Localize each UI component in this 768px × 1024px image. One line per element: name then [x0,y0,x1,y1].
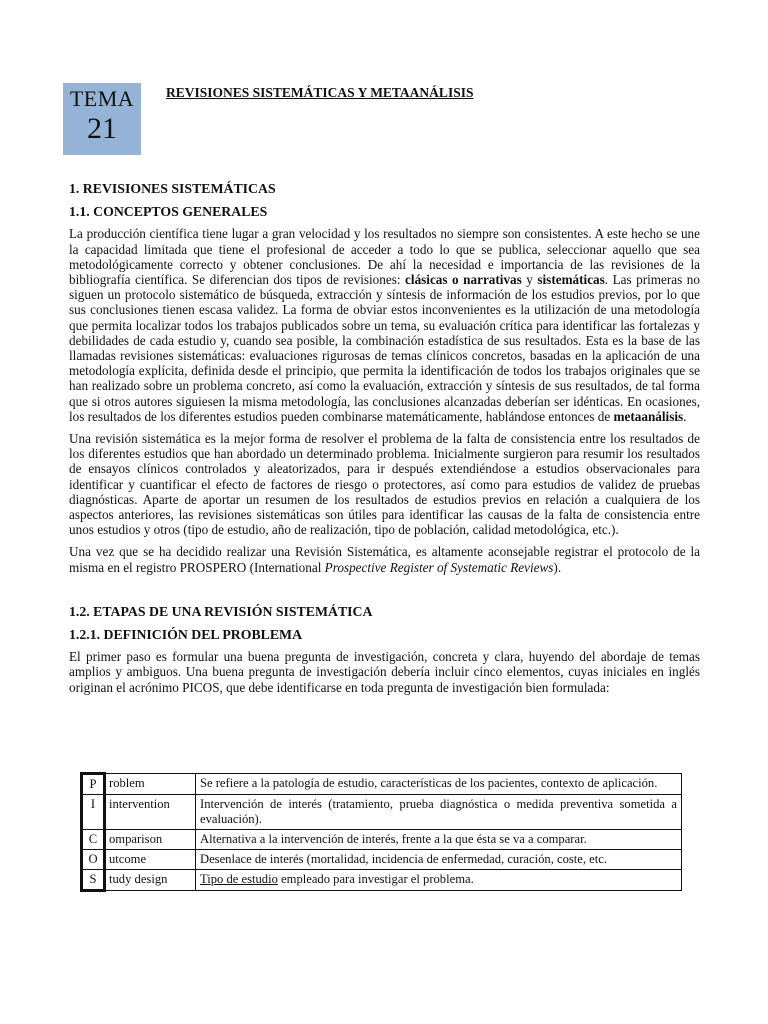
topic-label: TEMA [69,86,135,111]
description-cell: Alternativa a la intervención de interés, frente a la que ésta se va a comparar. [196,830,682,850]
table-row [82,870,682,891]
description-cell: Intervención de interés (tratamiento, prueba diagnóstica o medida preventiva sometida a evaluación). [196,795,682,830]
acronym-letter: O [82,850,105,870]
section-heading: 1.2. ETAPAS DE UNA REVISIÓN SISTEMÁTICA [69,603,373,619]
table-row [82,830,682,850]
term-cell: tudy design [105,870,196,891]
document-body [69,181,700,702]
text-run: ). [553,559,562,575]
paragraph: Una revisión sistemática es la mejor forma de resolver el problema de la falta de consistencia entre los resultados de los diferentes estudios que han abordado un determinado problema. Inicialmente surgieron para resumir los resultados de ensayos clínicos controlados y aleatorizados, para ir después extendiéndose a estudios observacionales para identificar y cuantificar el efecto de factores de riesgo o protectores, así como para estudios de validez de pruebas diagnósticas. Aparte de aportar un resumen de los resultados de estudios previos en relación a cualquiera de los aspectos anteriores, las revisiones sistemáticas son útiles para identificar las causas de la falta de consistencia entre unos estudios y otros (tipo de estudio, año de realización, tipo de población, calidad metodológica, etc.). [69,431,700,538]
description-cell: Desenlace de interés (mortalidad, incidencia de enfermedad, curación, coste, etc. [196,850,682,870]
underlined-term: Tipo de estudio [200,872,278,886]
italic-term: Prospective Register of Systematic Reviews [324,559,554,575]
document-title: REVISIONES SISTEMÁTICAS Y METAANÁLISIS [166,85,474,100]
table-row [82,850,682,870]
table-row [82,795,682,830]
text-run: empleado para investigar el problema. [277,872,474,886]
acronym-letter: S [82,870,105,891]
bold-term: metaanálisis [613,408,684,424]
text-run: . [683,408,687,424]
description-cell [196,870,682,891]
description-cell: Se refiere a la patología de estudio, características de los pacientes, contexto de aplicación. [196,774,682,795]
paragraph [69,544,700,574]
acronym-letter: P [82,774,105,795]
acronym-letter: I [82,795,105,830]
term-cell: utcome [105,850,196,870]
paragraph [69,226,700,424]
term-cell: omparison [105,830,196,850]
topic-number-box [63,83,141,155]
text-run: La producción científica tiene lugar a gran velocidad y los resultados no siempre son consistentes. A este hecho se une la capacidad limitada que tiene el profesional de acceder a todo lo que se publica, seleccionar aquello que sea metodológicamente correcto y obtener conclusiones. De ahí la necesidad e importancia de las revisiones de la bibliografía científica. Se diferencian dos tipos de revisiones: [69,226,700,288]
topic-number: 21 [87,112,117,145]
term-cell: intervention [105,795,196,830]
bold-term: clásicas o narrativas [405,272,522,288]
text-run: Una vez que se ha decidido realizar una Revisión Sistemática, es altamente aconsejable registrar el protocolo de la misma en el registro PROSPERO (International [69,544,700,575]
text-run: y [521,272,538,288]
subsection-heading: 1.1. CONCEPTOS GENERALES [69,204,268,220]
acronym-letter: C [82,830,105,850]
table-row [82,774,682,795]
bold-term: sistemáticas [537,272,605,288]
paragraph: El primer paso es formular una buena pregunta de investigación, concreta y clara, huyendo del abordaje de temas amplios y ambiguos. Una buena pregunta de investigación debería incluir cinco elementos, cuyas iniciales en inglés originan el acrónimo PICOS, que debe identificarse en toda pregunta de investigación bien formulada: [69,649,700,695]
text-run: . Las primeras no siguen un protocolo sistemático de búsqueda, extracción y síntesis de información de los estudios previos, por lo que sus conclusiones tienen escasa validez. La forma de obviar estos inconvenientes es la utilización de una metodología que permita localizar todos los trabajos publicados sobre un tema, su evaluación crítica para identificar las fortalezas y debilidades de cada estudio y, cuando sea posible, la combinación estadística de sus resultados. Esta es la base de las llamadas revisiones sistemáticas: evaluaciones rigurosas de temas clínicos concretos, basadas en la aplicación de una metodología explícita, definida desde el principio, que permita la identificación de todos los trabajos originales que se han realizado sobre un problema concreto, así como la evaluación, extracción y síntesis de sus resultados, de tal forma que si otros autores siguiesen la misma metodología, las conclusiones alcanzadas deberían ser idénticas. En ocasiones, los resultados de los diferentes estudios pueden combinarse matemáticamente, hablándose entonces de [69,272,700,424]
subsection-heading: 1.2.1. DEFINICIÓN DEL PROBLEMA [69,627,303,643]
spacer [69,582,700,604]
picos-table [80,772,682,892]
section-heading: 1. REVISIONES SISTEMÁTICAS [69,181,276,196]
term-cell: roblem [105,774,196,795]
